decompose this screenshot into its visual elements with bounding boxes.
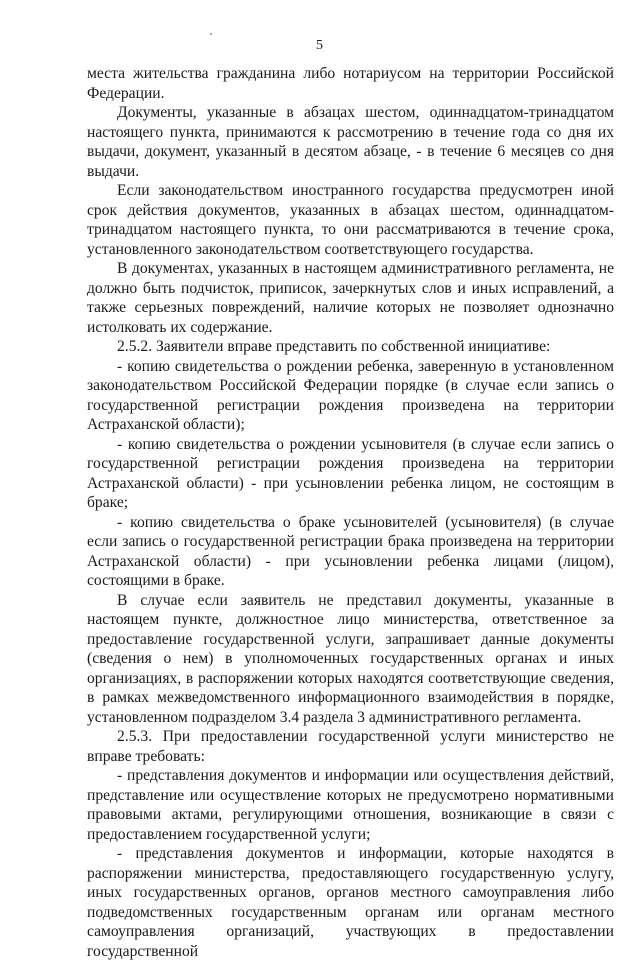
paragraph: места жительства гражданина либо нотариусом на территории Российской Федерации. — [87, 65, 614, 102]
page-number: 5 — [316, 38, 323, 53]
section-heading-2-5-3: 2.5.3. При предоставлении государственной услуги министерство не вправе требовать: — [87, 728, 614, 765]
list-item: - копию свидетельства о рождении ребенка, заверенную в установленном законодательством Российской Федерации порядке (в случае если запись о государственной регистрации рождения произведена на территории Астраханской области); — [87, 357, 614, 433]
paragraph: В документах, указанных в настоящем административного регламента, не должно быть подчисток, приписок, зачеркнутых слов и иных исправлений, а также серьезных повреждений, наличие которых не позволяет однозначно истолковать их содержание. — [87, 260, 614, 336]
list-item: - представления документов и информации или осуществления действий, представление или осуществление которых не предусмотрено нормативными правовыми актами, регулирующими отношения, возникающие в связи с предоставлением государственной услуги; — [87, 767, 614, 843]
paragraph: Документы, указанные в абзацах шестом, одиннадцатом-тринадцатом настоящего пункта, принимаются к рассмотрению в течение года со дня их выдачи, документ, указанный в десятом абзаце, - в течение 6 месяцев со дня выдачи. — [87, 104, 614, 180]
paragraph: Если законодательством иностранного государства предусмотрен иной срок действия документов, указанных в абзацах шестом, одиннадцатом-тринадцатом настоящего пункта, то они рассматриваются в течение срока, установленного законодательством соответствующего государства. — [87, 182, 614, 258]
list-item: - представления документов и информации, которые находятся в распоряжении министерства, предоставляющего государственную услугу, иных государственных органов, органов местного самоуправления либо подведомственных государственным органам или органам местного самоуправления организаций, участвующих в предоставлении государственной — [87, 845, 614, 960]
list-item: - копию свидетельства о рождении усыновителя (в случае если запись о государственной регистрации рождения произведена на территории Астраханской области) - при усыновлении ребенка лицом, не состоящим в браке; — [87, 435, 614, 511]
document-body — [87, 64, 614, 961]
section-heading-2-5-2: 2.5.2. Заявители вправе представить по собственной инициативе: — [117, 338, 551, 355]
scan-speck — [210, 33, 212, 35]
paragraph: В случае если заявитель не представил документы, указанные в настоящем пункте, должностное лицо министерства, ответственное за предоставление государственной услуги, запрашивает данные документы (сведения о нем) в уполномоченных государственных органах и иных организациях, в распоряжении которых находятся соответствующие сведения, в рамках межведомственного информационного взаимодействия в порядке, установленном подразделом 3.4 раздела 3 административного регламента. — [87, 591, 614, 726]
list-item: - копию свидетельства о браке усыновителей (усыновителя) (в случае если запись о государственной регистрации брака произведена на территории Астраханской области) - при усыновлении ребенка лицами (лицом), состоящими в браке. — [87, 513, 614, 589]
